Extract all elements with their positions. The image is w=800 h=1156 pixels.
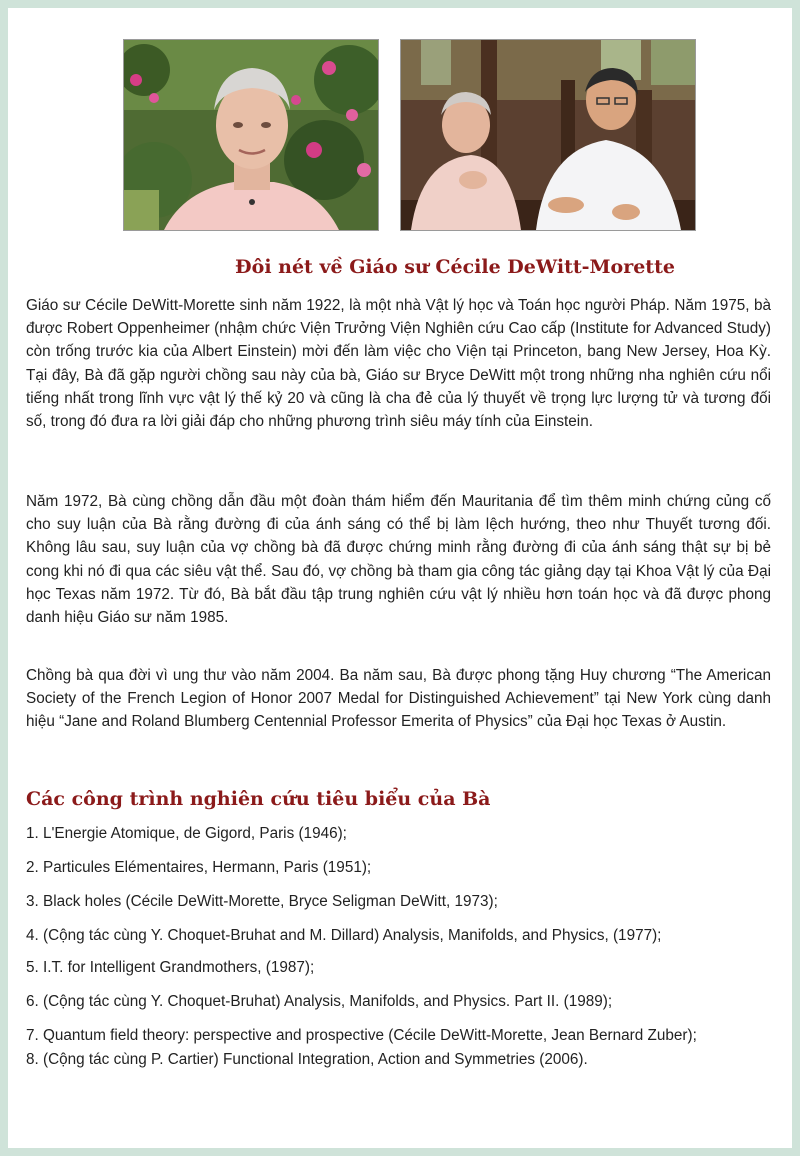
list-item: 3. Black holes (Cécile DeWitt-Morette, Bryce Seligman DeWitt, 1973);	[26, 893, 498, 910]
document-page	[8, 8, 792, 1148]
list-item: 8. (Cộng tác cùng P. Cartier) Functional Integration, Action and Symmetries (2006).	[26, 1051, 588, 1068]
main-title: Đôi nét về Giáo sư Cécile DeWitt-Morette	[235, 256, 675, 278]
list-item: 2. Particules Elémentaires, Hermann, Paris (1951);	[26, 859, 372, 876]
portrait-photo	[123, 39, 379, 231]
list-item: 4. (Cộng tác cùng Y. Choquet-Bruhat and M. Dillard) Analysis, Manifolds, and Physics, (1977);	[26, 927, 662, 944]
works-title: Các công trình nghiên cứu tiêu biểu của Bà	[26, 788, 491, 810]
list-item: 1. L'Energie Atomique, de Gigord, Paris (1946);	[26, 825, 347, 842]
meeting-photo	[400, 39, 696, 231]
works-list	[26, 823, 776, 1070]
list-item: 5. I.T. for Intelligent Grandmothers, (1987);	[26, 959, 315, 976]
paragraph-biography: Giáo sư Cécile DeWitt-Morette sinh năm 1922, là một nhà Vật lý học và Toán học người Pháp. Năm 1975, bà được Robert Oppenheimer (nhậm chức Viện Trưởng Viện Nghiên cứu Cao cấp (Institute for Advanced Study) còn trống trước kia của Albert Einstein) mời đến làm việc cho Viện tại Princeton, bang New Jersey, Hoa Kỳ. Tại đây, Bà đã gặp người chồng sau này của bà, Giáo sư Bryce DeWitt một trong những nha nghiên cứu nổi tiếng nhất trong lĩnh vực vật lý thế kỷ 20 và cũng là cha đẻ của lý thuyết về trọng lực lượng tử và tương đối số, trong đó đưa ra lời giải đáp cho những phương trình siêu máy tính của Einstein.	[26, 297, 771, 431]
list-item: 6. (Cộng tác cùng Y. Choquet-Bruhat) Analysis, Manifolds, and Physics. Part II. (1989);	[26, 993, 613, 1010]
paragraph-awards: Chồng bà qua đời vì ung thư vào năm 2004. Ba năm sau, Bà được phong tặng Huy chương “The American Society of the French Legion of Honor 2007 Medal for Distinguished Achievement” tại New York cùng danh hiệu “Jane and Roland Blumberg Centennial Professor Emerita of Physics” của Đại học Texas ở Austin.	[26, 667, 771, 731]
paragraph-expedition: Năm 1972, Bà cùng chồng dẫn đầu một đoàn thám hiểm đến Mauritania để tìm thêm minh chứng củng cố cho suy luận của Bà rằng đường đi của ánh sáng có thể bị làm lệch hướng, theo như Thuyết tương đối. Không lâu sau, suy luận của vợ chồng bà đã được chứng minh rằng đường đi của ánh sáng thật sự bị bẻ cong khi nó đi qua các siêu vật thể. Sau đó, vợ chồng bà tham gia công tác giảng dạy tại Khoa Vật lý của Đại học Texas năm 1972. Từ đó, Bà bắt đầu tập trung nghiên cứu vật lý nhiều hơn toán học và đã được phong danh hiệu Giáo sư năm 1985.	[26, 493, 771, 627]
list-item: 7. Quantum field theory: perspective and prospective (Cécile DeWitt-Morette, Jean Bernard Zuber);	[26, 1027, 697, 1044]
